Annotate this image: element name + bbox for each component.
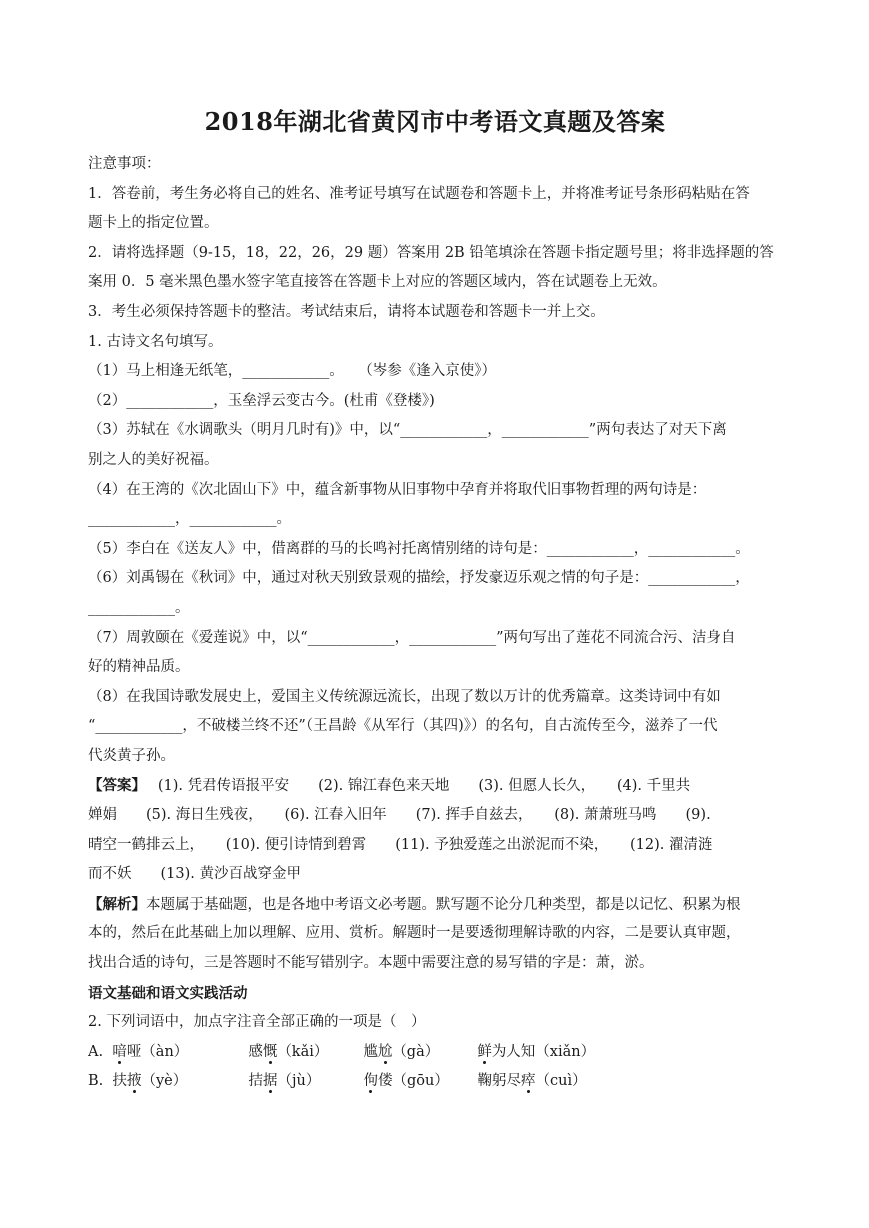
analysis-line: 本的，然后在此基础上加以理解、应用、赏析。解题时一是要透彻理解诗歌的内容，二是要认真审题， xyxy=(88,925,741,942)
option-term: 鲜为人知（xiǎn） xyxy=(477,1043,596,1060)
question-1-line: “____________，不破楼兰终不还”（王昌龄《从军行（其四)》）的名句，自古流传至今，滋养了一代 xyxy=(88,718,718,735)
notice-line: 3．考生必须保持答题卡的整洁。考试结束后，请将本试题卷和答题卡一并上交。 xyxy=(88,303,605,320)
question-1-line: （5）李白在《送友人》中，借离群的马的长鸣衬托离情别绪的诗句是：____________，____________。 xyxy=(88,540,750,557)
dotted-character: 瘁 xyxy=(520,1073,536,1090)
dotted-character: 据 xyxy=(262,1073,278,1090)
option-letter: A. xyxy=(88,1043,104,1060)
question-1-line: （8）在我国诗歌发展史上，爱国主义传统源远流长，出现了数以万计的优秀篇章。这类诗词中有如 xyxy=(88,688,721,705)
option-b xyxy=(88,1067,782,1097)
answer-line xyxy=(88,771,782,801)
analysis-line: 找出合适的诗句，三是答题时不能写错别字。本题中需要注意的易写错的字是：萧，淤。 xyxy=(88,955,654,972)
option-letter: B. xyxy=(88,1073,104,1090)
option-term: 扶掖（yè） xyxy=(112,1073,188,1090)
analysis-tag: 【解析】 xyxy=(88,895,146,913)
notice-line: 2．请将选择题（9-15，18，22，26，29 题）答案用 2B 铅笔填涂在答题卡指定题号里；将非选择题的答 xyxy=(88,244,774,261)
question-1-line: 别之人的美好祝福。 xyxy=(88,451,219,468)
notice-line: 题卡上的指定位置。 xyxy=(88,215,219,232)
dotted-character: 鲜 xyxy=(477,1043,492,1060)
dotted-character: 尬 xyxy=(377,1043,393,1060)
question-1-line: ____________。 xyxy=(88,599,190,616)
answer-tag: 【答案】 xyxy=(88,777,139,795)
question-1-line: ____________，____________。 xyxy=(88,511,291,528)
question-1-line: （2）____________，玉垒浮云变古今。(杜甫《登楼》) xyxy=(88,392,435,409)
analysis-line xyxy=(88,890,782,920)
notice-line: 案用 0．5 毫米黑色墨水签字笔直接答在答题卡上对应的答题区域内，答在试题卷上无效。 xyxy=(88,274,667,291)
question-1-line: （1）马上相逢无纸笔，____________。 （岑参《逢入京使》） xyxy=(88,363,496,380)
option-term: 拮据（jù） xyxy=(248,1073,321,1090)
dotted-character: 慨 xyxy=(262,1043,278,1060)
option-a xyxy=(88,1038,782,1068)
option-term: 尴尬（gà） xyxy=(363,1043,440,1060)
dotted-character: 喑 xyxy=(112,1043,127,1060)
question-1-line: 代炎黄子孙。 xyxy=(88,747,175,764)
answer-line: 婵娟 (5). 海日生残夜， (6). 江春入旧年 (7). 挥手自兹去， (8). 萧萧班马鸣 (9). xyxy=(88,807,711,824)
question-1-line: （7）周敦颐在《爱莲说》中，以“____________，____________”两句写出了莲花不同流合污、洁身自 xyxy=(88,629,736,646)
analysis-text: 本题属于基础题，也是各地中考语文必考题。默写题不论分几种类型，都是以记忆、积累为根 xyxy=(146,896,741,913)
question-1-line: （4）在王湾的《次北固山下》中，蕴含新事物从旧事物中孕育并将取代旧事物哲理的两句诗是： xyxy=(88,481,707,498)
option-term: 感慨（kǎi） xyxy=(248,1043,329,1060)
document-title: 2018年湖北省黄冈市中考语文真题及答案 xyxy=(204,107,666,136)
question-1-line: （3）苏轼在《水调歌头（明月几时有)》中，以“____________，____________”两句表达了对天下离 xyxy=(88,422,727,439)
question-1-line: （6）刘禹锡在《秋词》中，通过对秋天别致景观的描绘，抒发豪迈乐观之情的句子是：____________， xyxy=(88,570,750,587)
section-heading: 语文基础和语文实践活动 xyxy=(88,984,248,1002)
answer-line: 晴空一鹤排云上， (10). 便引诗情到碧霄 (11). 予独爱莲之出淤泥而不染， (12). 濯清涟 xyxy=(88,836,713,853)
question-1-stem: 1. 古诗文名句填写。 xyxy=(88,333,223,350)
answer-line: 而不妖 (13). 黄沙百战穿金甲 xyxy=(88,866,301,883)
notice-heading: 注意事项： xyxy=(88,156,161,172)
option-term: 喑哑（àn） xyxy=(112,1043,189,1060)
question-2-stem: 2. 下列词语中，加点字注音全部正确的一项是（ ） xyxy=(88,1014,426,1031)
option-term: 佝偻（gōu） xyxy=(363,1073,449,1090)
document-page xyxy=(88,100,782,1097)
answer-text: (1). 凭君传语报平安 (2). 锦江春色来天地 (3). 但愿人长久， (4). 千里共 xyxy=(138,778,691,795)
dotted-character: 佝 xyxy=(363,1073,378,1090)
dotted-character: 掖 xyxy=(126,1073,142,1090)
option-term: 鞠躬尽瘁（cuì） xyxy=(477,1073,587,1090)
notice-line: 1．答卷前，考生务必将自己的姓名、准考证号填写在试题卷和答题卡上，并将准考证号条形码粘贴在答 xyxy=(88,185,750,202)
question-1-line: 好的精神品质。 xyxy=(88,659,190,676)
